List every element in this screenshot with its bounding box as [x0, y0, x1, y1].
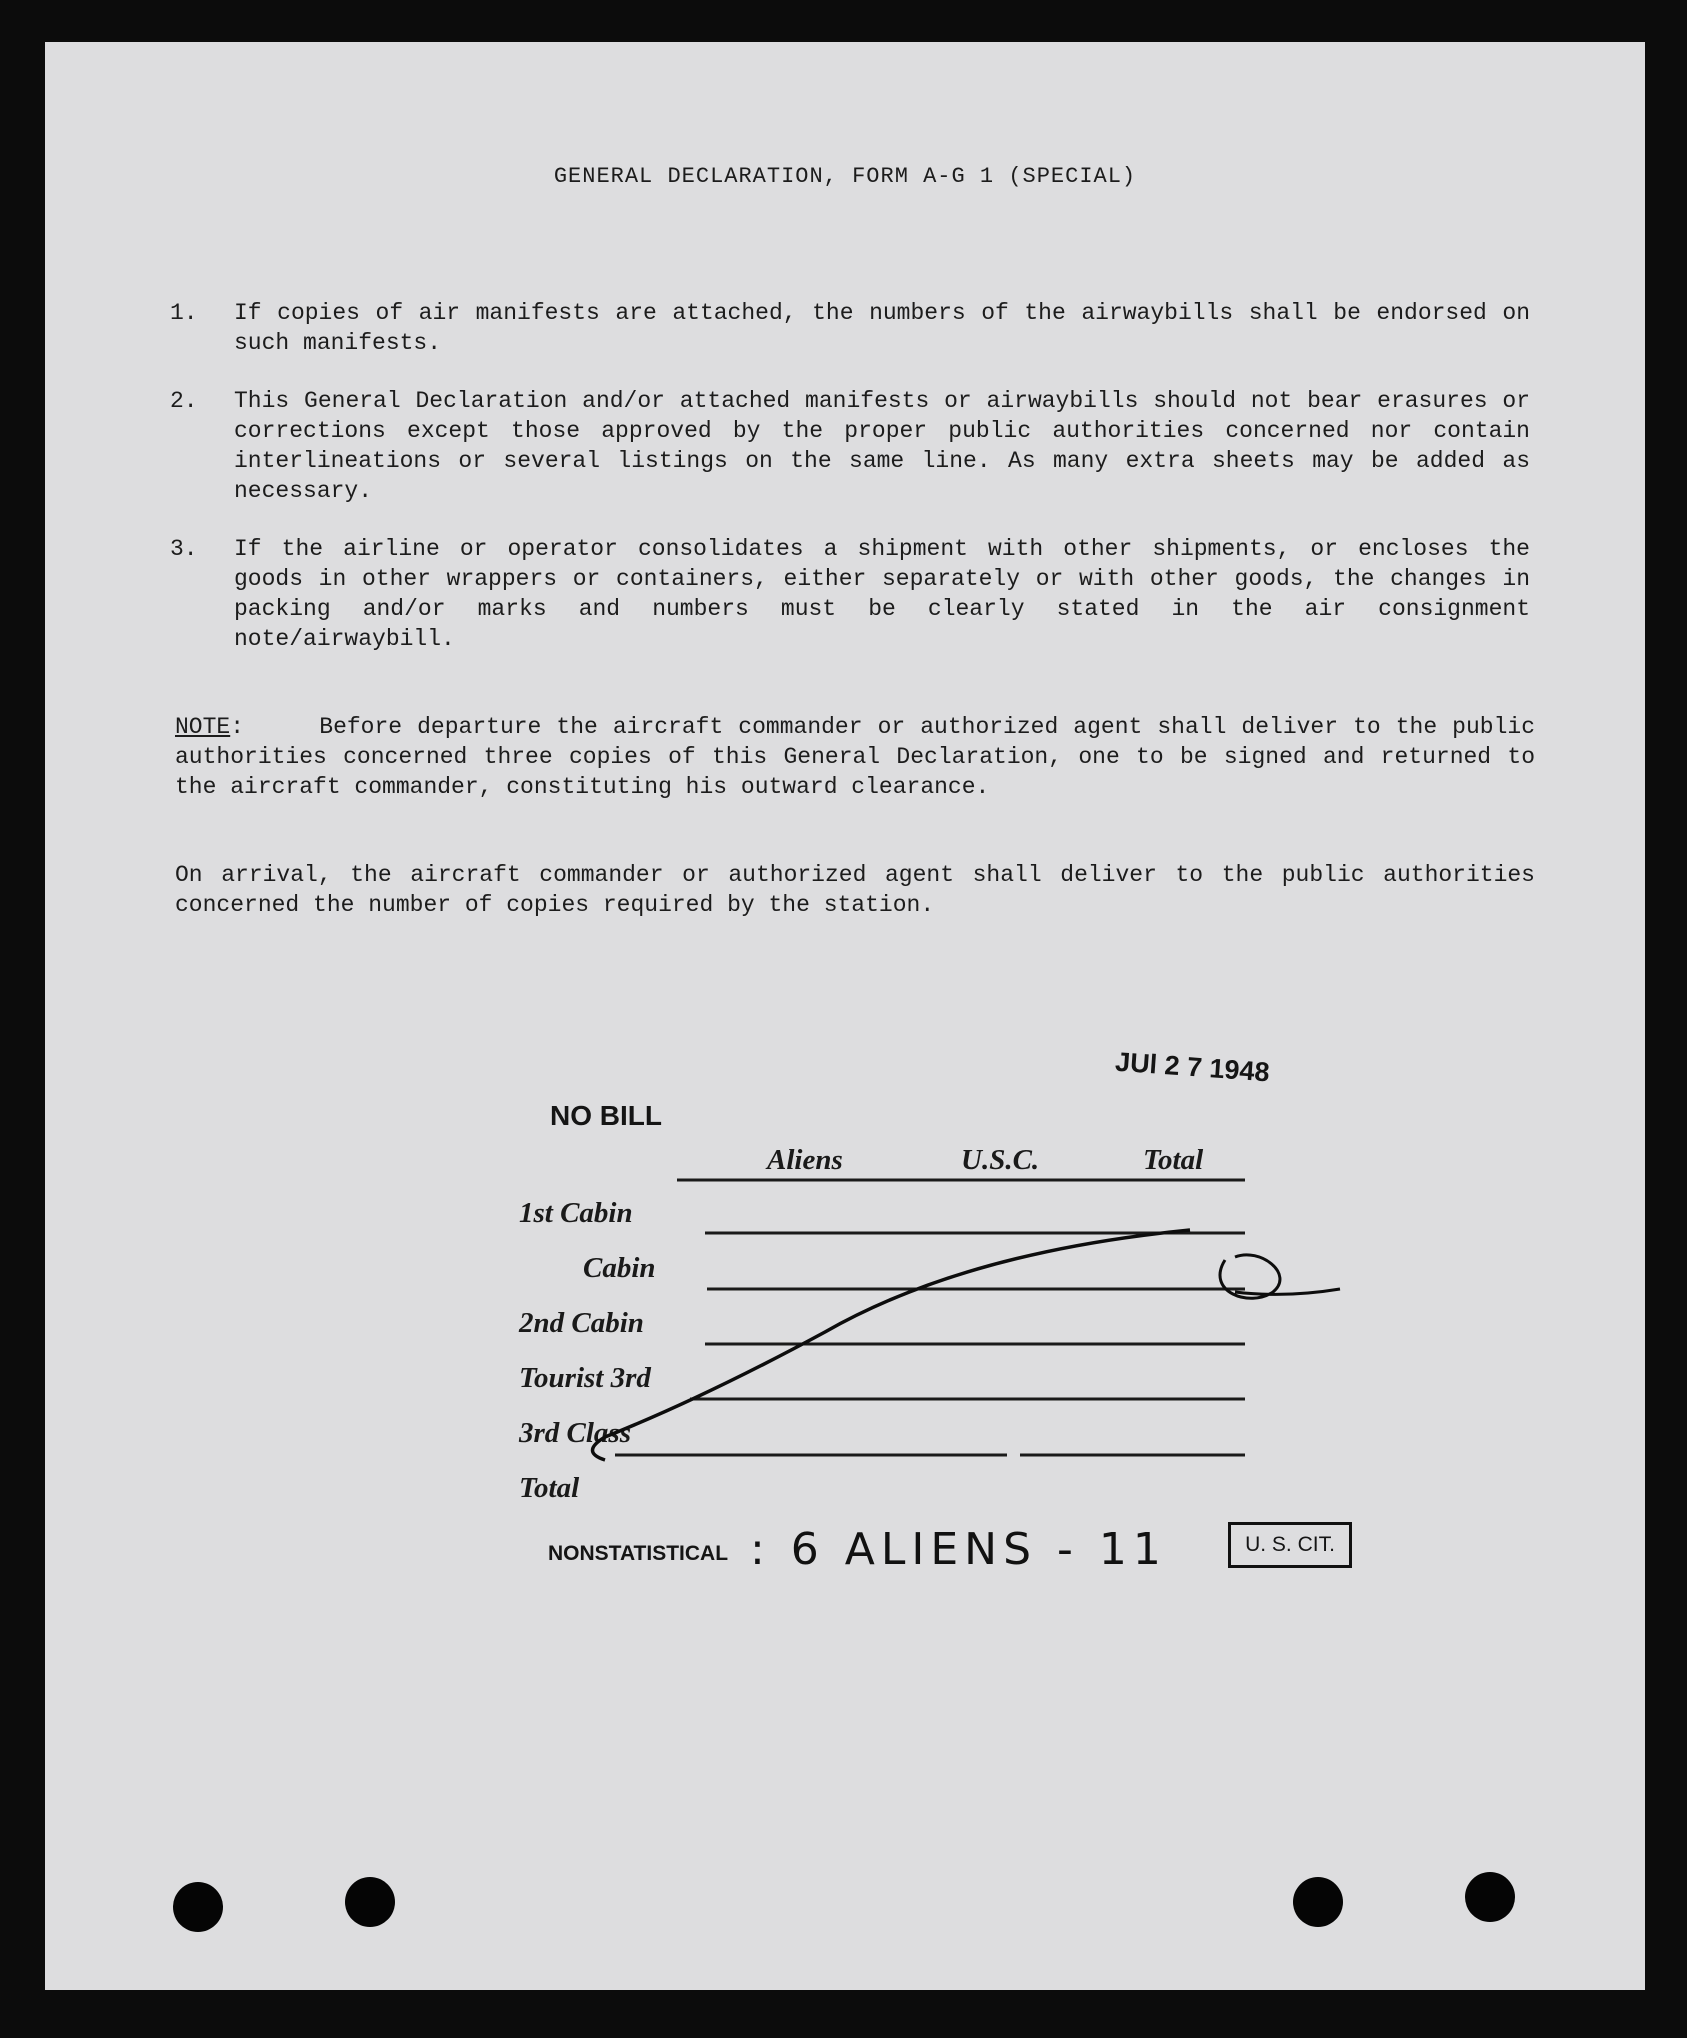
column-total: Total: [1143, 1144, 1204, 1176]
row-tourist-3rd: Tourist 3rd: [519, 1362, 651, 1394]
document-page: [45, 42, 1645, 1990]
column-usc: U.S.C.: [961, 1144, 1040, 1176]
row-2nd-cabin: 2nd Cabin: [519, 1307, 644, 1339]
binder-hole: [345, 1877, 395, 1927]
nonstatistical-stamp: NONSTATISTICAL: [548, 1542, 729, 1565]
item-number: 3.: [170, 536, 198, 562]
item-text: This General Declaration and/or attached manifests or airwaybills should not bear erasures or corrections except those approved by the proper public authorities concerned nor contain interlineations or several listings on the same line. As many extra sheets may be added as necessary.: [234, 388, 1530, 504]
item-text: If the airline or operator consolidates a shipment with other shipments, or encloses the goods in other wrappers or containers, either separately or with other goods, the changes in packing and/or marks and numbers must be clearly stated in the air consignment note/airwaybill.: [234, 536, 1530, 652]
row-1st-cabin: 1st Cabin: [519, 1197, 633, 1229]
row-3rd-class: 3rd Class: [519, 1417, 632, 1449]
form-lines: [45, 42, 1645, 1990]
row-total: Total: [519, 1472, 580, 1504]
binder-hole: [1465, 1872, 1515, 1922]
note-text: Before departure the aircraft commander or authorized agent shall deliver to the public authorities concerned three copies of this General Declaration, one to be signed and returned to the aircraft commander, constituting his outward clearance.: [175, 714, 1535, 800]
note-colon: :: [230, 714, 245, 740]
binder-hole: [173, 1882, 223, 1932]
no-bill-stamp: NO BILL: [550, 1100, 662, 1131]
form-title: GENERAL DECLARATION, FORM A-G 1 (SPECIAL): [553, 164, 1137, 189]
item-text: If copies of air manifests are attached, the numbers of the airwaybills shall be endorsed on such manifests.: [234, 300, 1530, 356]
us-cit-stamp: U. S. CIT.: [1228, 1522, 1352, 1568]
date-stamp: JUl 2 7 1948: [1114, 1046, 1271, 1088]
item-number: 1.: [170, 300, 198, 326]
handwritten-circle-mark: [1220, 1255, 1340, 1298]
item-number: 2.: [170, 388, 198, 414]
handwritten-aliens-count: : 6 ALIENS - 11: [750, 1524, 1167, 1575]
note-label: NOTE: [175, 714, 231, 740]
arrival-paragraph: On arrival, the aircraft commander or authorized agent shall deliver to the public authorities concerned the number of copies required by the station.: [175, 862, 1535, 918]
binder-hole: [1293, 1877, 1343, 1927]
column-aliens: Aliens: [767, 1144, 843, 1176]
row-cabin: Cabin: [583, 1252, 656, 1284]
